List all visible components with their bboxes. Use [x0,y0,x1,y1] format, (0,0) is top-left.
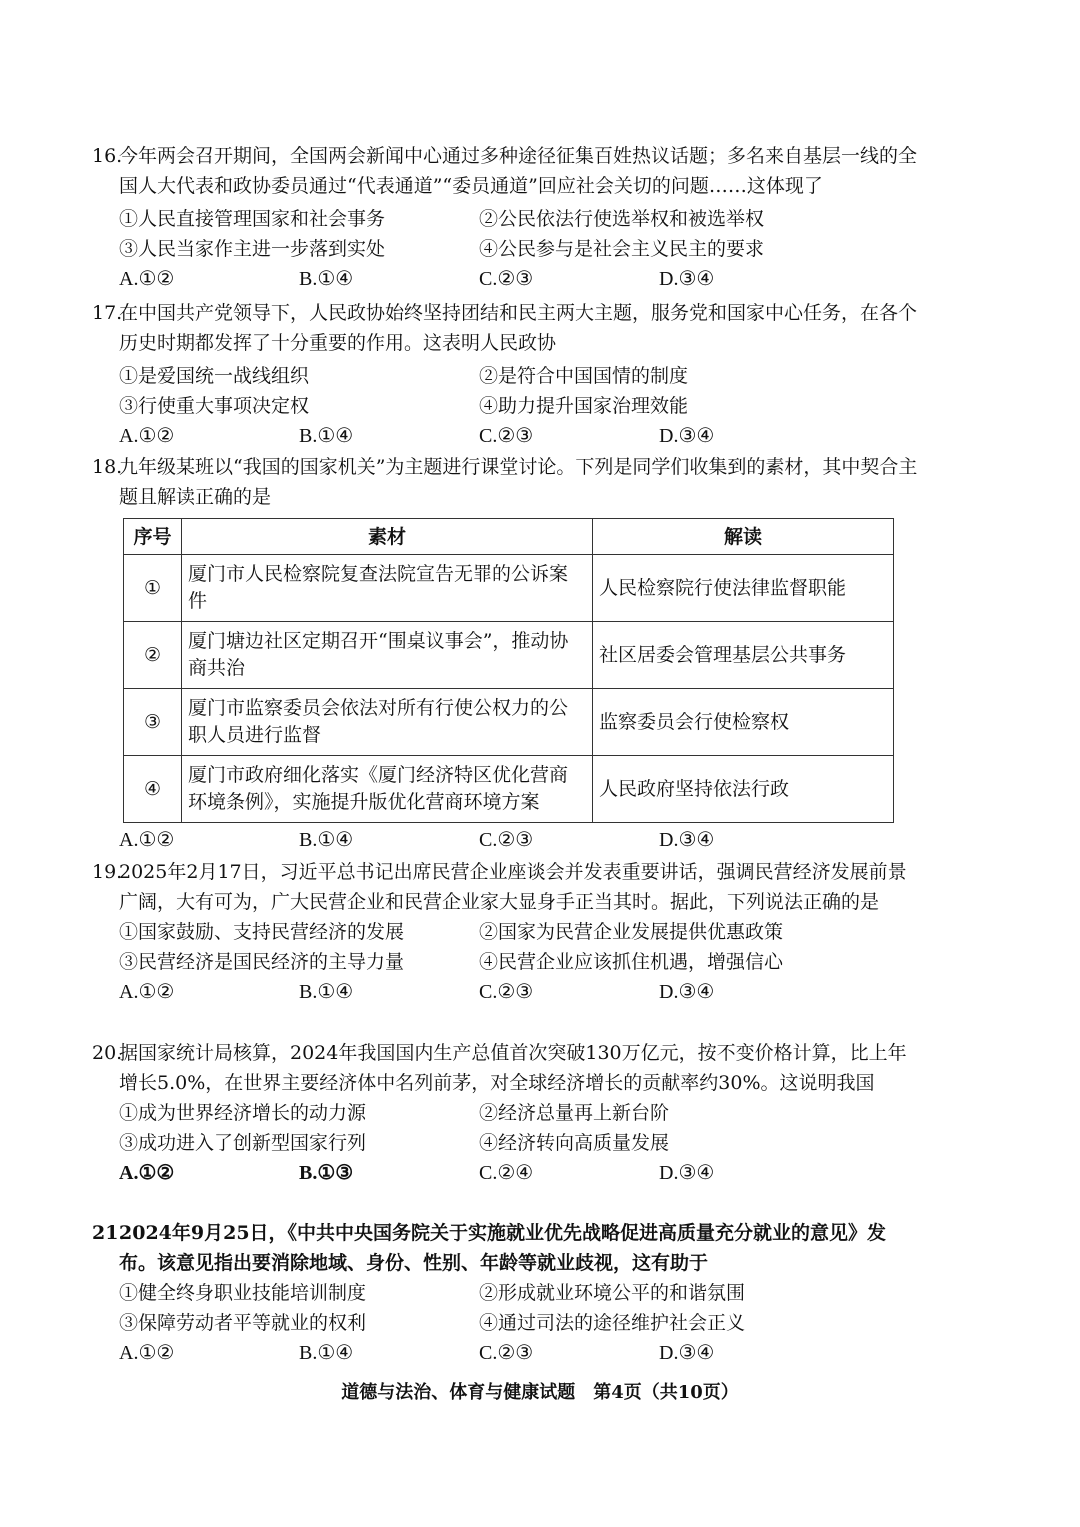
option-2: ②经济总量再上新台阶 [479,1102,670,1124]
option-2: ②公民依法行使选举权和被选举权 [479,208,765,230]
option-1: ①成为世界经济增长的动力源 [119,1102,367,1124]
choice-a[interactable]: A.①② [119,1342,175,1364]
interpretation-cell: 人民政府坚持依法行政 [593,756,894,823]
question-stem: 九年级某班以“我国的国家机关”为主题进行课堂讨论。下列是同学们收集到的素材，其中契合主题且解读正确的是 [119,456,918,508]
option-3: ③民营经济是国民经济的主导力量 [119,951,405,973]
option-3: ③保障劳动者平等就业的权利 [119,1312,367,1334]
material-table [123,518,894,823]
choice-a[interactable]: A.①② [119,268,175,290]
question-number: 19. [92,861,123,883]
choice-a[interactable]: A.①② [119,425,175,447]
page-footer: 道德与法治、体育与健康试题 第4页（共10页） [341,1382,739,1403]
question-18 [92,452,922,855]
column-header: 解读 [593,519,894,555]
question-number: 16. [92,145,123,167]
option-3: ③行使重大事项决定权 [119,395,310,417]
option-1: ①国家鼓励、支持民营经济的发展 [119,921,405,943]
interpretation-cell: 监察委员会行使检察权 [593,689,894,756]
choice-b[interactable]: B.①④ [299,1342,354,1364]
interpretation-cell: 人民检察院行使法律监督职能 [593,555,894,622]
choice-b[interactable]: B.①④ [299,981,354,1003]
choice-c[interactable]: C.②③ [479,981,534,1003]
option-2: ②是符合中国国情的制度 [479,365,689,387]
choice-a[interactable]: A.①② [119,829,175,851]
question-stem: 今年两会召开期间，全国两会新闻中心通过多种途径征集百姓热议话题；多名来自基层一线的全国人大代表和政协委员通过“代表通道”“委员通道”回应社会关切的问题……这体现了 [119,145,918,197]
question-number: 17. [92,302,123,324]
option-1: ①是爱国统一战线组织 [119,365,310,387]
choice-b[interactable]: B.①④ [299,829,354,851]
question-16 [92,141,922,294]
choice-d[interactable]: D.③④ [659,829,715,851]
table-row [124,622,894,689]
option-4: ④助力提升国家治理效能 [479,395,689,417]
option-4: ④通过司法的途径维护社会正义 [479,1312,746,1334]
question-stem: 在中国共产党领导下，人民政协始终坚持团结和民主两大主题，服务党和国家中心任务，在各个历史时期都发挥了十分重要的作用。这表明人民政协 [119,302,918,354]
question-stem: 2025年2月17日，习近平总书记出席民营企业座谈会并发表重要讲话，强调民营经济发展前景广阔，大有可为，广大民营企业和民营企业家大显身手正当其时。据此，下列说法正确的是 [119,861,907,913]
option-4: ④经济转向高质量发展 [479,1132,670,1154]
choice-c[interactable]: C.②③ [479,829,534,851]
question-19 [92,857,922,1007]
choice-c[interactable]: C.②③ [479,268,534,290]
question-stem: 2024年9月25日，《中共中央国务院关于实施就业优先战略促进高质量充分就业的意见》发布。该意见指出要消除地域、身份、性别、年龄等就业歧视，这有助于 [119,1222,887,1274]
column-header: 序号 [124,519,182,555]
row-number: ① [124,555,182,622]
option-4: ④公民参与是社会主义民主的要求 [479,238,765,260]
option-3: ③人民当家作主进一步落到实处 [119,238,386,260]
choice-c[interactable]: C.②④ [479,1162,534,1184]
material-cell: 厦门市人民检察院复查法院宣告无罪的公诉案件 [182,555,593,622]
question-stem: 据国家统计局核算，2024年我国国内生产总值首次突破130万亿元，按不变价格计算，比上年增长5.0%，在世界主要经济体中名列前茅，对全球经济增长的贡献率约30%。这说明我国 [119,1042,907,1094]
question-number: 18. [92,456,123,478]
choice-c[interactable]: C.②③ [479,1342,534,1364]
material-cell: 厦门市政府细化落实《厦门经济特区优化营商环境条例》，实施提升版优化营商环境方案 [182,756,593,823]
column-header: 素材 [182,519,593,555]
choice-a[interactable]: A.①② [119,1162,175,1184]
option-4: ④民营企业应该抓住机遇，增强信心 [479,951,784,973]
row-number: ② [124,622,182,689]
choice-b[interactable]: B.①④ [299,425,354,447]
option-1: ①人民直接管理国家和社会事务 [119,208,386,230]
material-cell: 厦门塘边社区定期召开“围桌议事会”，推动协商共治 [182,622,593,689]
choice-a[interactable]: A.①② [119,981,175,1003]
row-number: ④ [124,756,182,823]
table-row [124,555,894,622]
choice-d[interactable]: D.③④ [659,425,715,447]
question-17 [92,298,922,451]
option-2: ②国家为民营企业发展提供优惠政策 [479,921,784,943]
interpretation-cell: 社区居委会管理基层公共事务 [593,622,894,689]
option-3: ③成功进入了创新型国家行列 [119,1132,367,1154]
option-2: ②形成就业环境公平的和谐氛围 [479,1282,746,1304]
material-cell: 厦门市监察委员会依法对所有行使公权力的公职人员进行监督 [182,689,593,756]
row-number: ③ [124,689,182,756]
table-row [124,756,894,823]
choice-d[interactable]: D.③④ [659,1162,715,1184]
choice-c[interactable]: C.②③ [479,425,534,447]
question-number: 21. [92,1222,126,1244]
choice-d[interactable]: D.③④ [659,1342,715,1364]
question-20 [92,1038,922,1188]
table-row [124,689,894,756]
question-number: 20. [92,1042,123,1064]
choice-b[interactable]: B.①④ [299,268,354,290]
question-21 [92,1218,922,1368]
choice-d[interactable]: D.③④ [659,268,715,290]
option-1: ①健全终身职业技能培训制度 [119,1282,367,1304]
choice-b[interactable]: B.①③ [299,1162,354,1184]
choice-d[interactable]: D.③④ [659,981,715,1003]
table-header-row [124,519,894,555]
